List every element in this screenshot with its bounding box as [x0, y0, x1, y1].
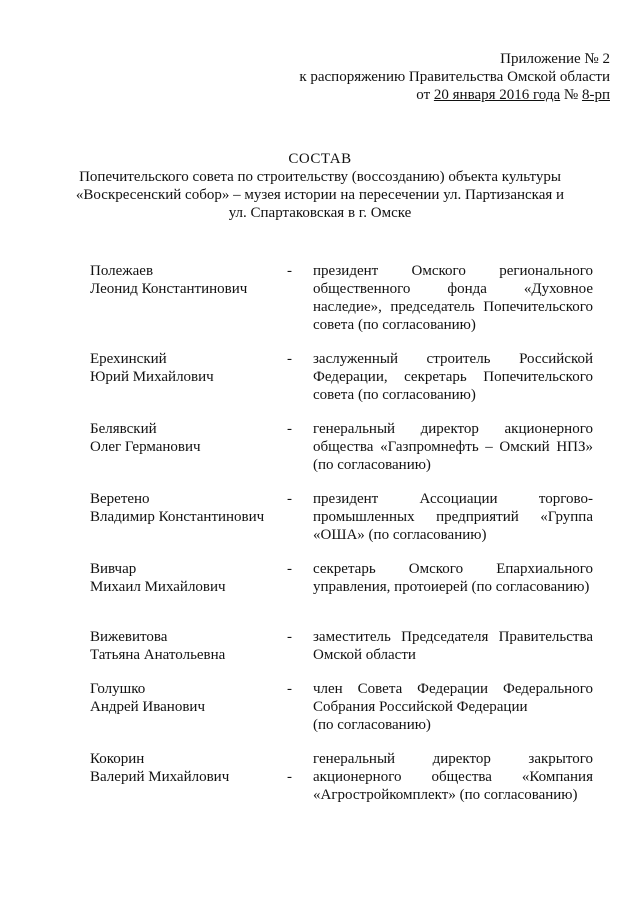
title-line-3: ул. Спартаковская в г. Омске: [228, 205, 412, 221]
number-sign: №: [560, 87, 582, 103]
appendix-order: к распоряжению Правительства Омской области: [299, 69, 610, 85]
appendix-header: [270, 50, 610, 104]
member-surname: Белявский: [90, 421, 157, 437]
member-surname: Голушко: [90, 681, 146, 697]
member-role: президент Омского регионального общественного фонда «Духовное наследие», председатель Попечительского совета (по согласованию): [313, 263, 593, 333]
member-given-name: Михаил Михайлович: [90, 579, 226, 595]
member-role: президент Ассоциации торгово-промышленных предприятий «Группа «ОША» (по согласованию): [313, 491, 593, 543]
member-name: [90, 750, 280, 786]
member-role: заслуженный строитель Российской Федерации, секретарь Попечительского совета (по согласованию): [313, 351, 593, 403]
title-heading: СОСТАВ: [288, 151, 352, 167]
member-surname: Вивчар: [90, 561, 137, 577]
member-surname: Полежаев: [90, 263, 154, 279]
appendix-number: Приложение № 2: [500, 51, 610, 67]
member-given-name: Владимир Константинович: [90, 509, 265, 525]
member-given-name: Леонид Константинович: [90, 281, 248, 297]
member-name: [90, 420, 280, 456]
member-role: член Совета Федерации Федерального Собрания Российской Федерации (по согласованию): [313, 681, 593, 733]
member-name: [90, 350, 280, 386]
title-line-2: «Воскресенский собор» – музея истории на пересечении ул. Партизанская и: [75, 187, 565, 203]
document-title: [0, 150, 640, 222]
member-name: [90, 680, 280, 716]
member-role: генеральный директор акционерного общества «Газпромнефть – Омский НПЗ» (по согласованию): [313, 421, 593, 473]
member-name: [90, 490, 280, 526]
member-dash: -: [287, 629, 292, 645]
order-date: 20 января 2016 года: [433, 87, 561, 103]
member-surname: Веретено: [90, 491, 150, 507]
member-dash: -: [287, 351, 292, 367]
member-given-name: Олег Германович: [90, 439, 201, 455]
member-role: генеральный директор закрытого акционерного общества «Компания «Агростройкомплект» (по согласованию): [313, 751, 593, 803]
member-dash: -: [287, 769, 292, 785]
member-given-name: Татьяна Анатольевна: [90, 647, 226, 663]
appendix-date-line: [270, 86, 610, 104]
member-dash: -: [287, 491, 292, 507]
member-given-name: Юрий Михайлович: [90, 369, 214, 385]
title-line-1: Попечительского совета по строительству (воссозданию) объекта культуры: [79, 169, 561, 185]
order-number: 8-рп: [581, 87, 610, 103]
member-surname: Ерехинский: [90, 351, 167, 367]
member-name: [90, 262, 280, 298]
member-given-name: Андрей Иванович: [90, 699, 205, 715]
member-dash: -: [287, 421, 292, 437]
member-name: [90, 560, 280, 596]
member-surname: Кокорин: [90, 751, 145, 767]
member-dash: -: [287, 263, 292, 279]
member-role: секретарь Омского Епархиального управления, протоиерей (по согласованию): [313, 561, 593, 595]
member-surname: Вижевитова: [90, 629, 168, 645]
member-dash: -: [287, 681, 292, 697]
date-prefix: от: [416, 87, 434, 103]
member-name: [90, 628, 280, 664]
member-role: заместитель Председателя Правительства Омской области: [313, 629, 593, 663]
member-dash: -: [287, 561, 292, 577]
member-given-name: Валерий Михайлович: [90, 769, 230, 785]
